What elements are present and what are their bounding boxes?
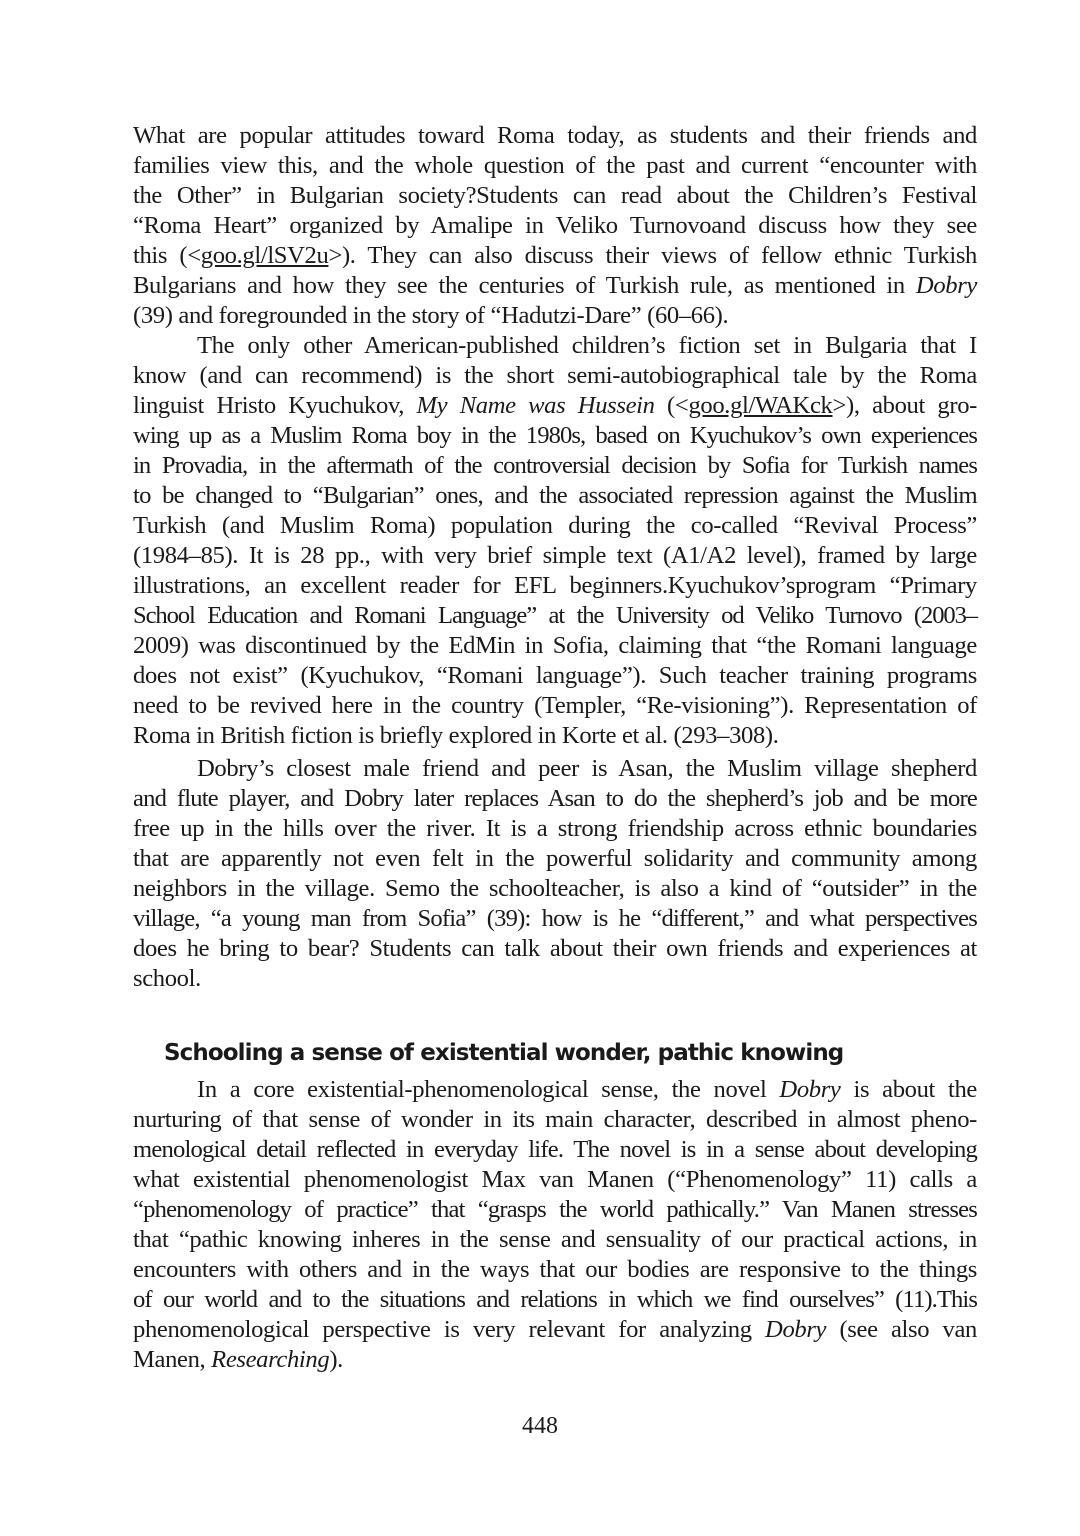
italic-title-dobry: Dobry [765,1316,827,1343]
text-span: phenomenological perspective is very relevant for analyzing [133,1316,766,1343]
text-span: Manen, [133,1346,212,1373]
text-line: does he bring to bear? Students can talk about their own friends and experiences at [133,935,977,962]
text-line: the Other” in Bulgarian society?Students can read about the Children’s Festival [133,182,977,209]
text-span: In a core existential-phenomenological sense, the novel [197,1076,780,1103]
text-span: linguist Hristo Kyuchukov, [133,392,417,419]
text-line: know (and can recommend) is the short semi-autobiographical tale by the Roma [133,362,977,389]
italic-title-dobry: Dobry [915,272,977,299]
text-span: >). They can also discuss their views of fellow ethnic Turkish [328,242,978,269]
text-line: “Roma Heart” organized by Amalipe in Veliko Turnovoand discuss how they see [133,212,977,239]
text-line [197,1075,977,1105]
text-line: Turkish (and Muslim Roma) population during the co-called “Revival Process” [133,512,977,539]
text-span: (< [654,392,689,419]
text-line: nurturing of that sense of wonder in its main character, described in almost pheno- [133,1106,977,1133]
text-line: Dobry’s closest male friend and peer is Asan, the Muslim village shepherd [197,755,977,782]
text-line: village, “a young man from Sofia” (39): how is he “different,” and what perspectives [133,905,977,932]
text-line [133,241,977,271]
text-line: neighbors in the village. Semo the schoolteacher, is also a kind of “outsider” in the [133,875,977,902]
italic-title-dobry: Dobry [779,1076,841,1103]
text-span: >), about gro- [832,392,977,419]
text-span: ). [329,1346,343,1373]
section-heading: Schooling a sense of existential wonder, pathic knowing [164,1040,844,1066]
text-line: what existential phenomenologist Max van Manen (“Phenomenology” 11) calls a [133,1166,977,1193]
text-line: does not exist” (Kyuchukov, “Romani language”). Such teacher training programs [133,662,977,689]
text-line: need to be revived here in the country (Templer, “Re-visioning”). Representation of [133,692,977,719]
text-line: of our world and to the situations and relations in which we find ourselves” (11).This [133,1286,977,1313]
text-line: What are popular attitudes toward Roma today, as students and their friends and [133,122,977,149]
text-line [133,1345,977,1375]
text-line: School Education and Romani Language” at the University od Veliko Turnovo (2003– [133,602,977,629]
text-line: and flute player, and Dobry later replaces Asan to do the shepherd’s job and be more [133,785,977,812]
text-line: menological detail reflected in everyday life. The novel is in a sense about developing [133,1136,977,1163]
text-line: encounters with others and in the ways that our bodies are responsive to the things [133,1256,977,1283]
text-span: (see also van [826,1316,977,1343]
text-line: school. [133,965,201,992]
text-line: wing up as a Muslim Roma boy in the 1980s, based on Kyuchukov’s own experiences [133,422,977,449]
text-line: “phenomenology of practice” that “grasps the world pathically.” Van Manen stresses [133,1196,977,1223]
text-line: The only other American-published children’s fiction set in Bulgaria that I [197,332,977,359]
italic-title-researching: Researching [211,1346,330,1373]
text-line [133,271,977,301]
link-goo-gl-wakck[interactable]: goo.gl/WAKck [688,392,833,419]
text-line: 2009) was discontinued by the EdMin in Sofia, claiming that “the Romani language [133,632,977,659]
text-span: this (< [133,242,201,269]
text-line: free up in the hills over the river. It is a strong friendship across ethnic boundaries [133,815,977,842]
text-span: Bulgarians and how they see the centuries of Turkish rule, as mentioned in [133,272,916,299]
text-line: (39) and foregrounded in the story of “Hadutzi-Dare” (60–66). [133,302,729,329]
text-line: to be changed to “Bulgarian” ones, and the associated repression against the Muslim [133,482,977,509]
text-span: is about the [840,1076,977,1103]
text-line: (1984–85). It is 28 pp., with very brief simple text (A1/A2 level), framed by large [133,542,977,569]
text-line [133,391,977,421]
page-number: 448 [522,1413,558,1439]
link-goo-gl-lsv2u[interactable]: goo.gl/lSV2u [200,242,329,269]
text-line [133,1315,977,1345]
text-line: that are apparently not even felt in the powerful solidarity and community among [133,845,977,872]
text-line: illustrations, an excellent reader for EFL beginners.Kyuchukov’sprogram “Primary [133,572,977,599]
text-line: in Provadia, in the aftermath of the controversial decision by Sofia for Turkish names [133,452,977,479]
italic-title-my-name-was-hussein: My Name was Hussein [416,392,655,419]
text-line: families view this, and the whole question of the past and current “encounter with [133,152,977,179]
text-line: Roma in British fiction is briefly explored in Korte et al. (293–308). [133,722,779,749]
text-line: that “pathic knowing inheres in the sense and sensuality of our practical actions, in [133,1226,977,1253]
